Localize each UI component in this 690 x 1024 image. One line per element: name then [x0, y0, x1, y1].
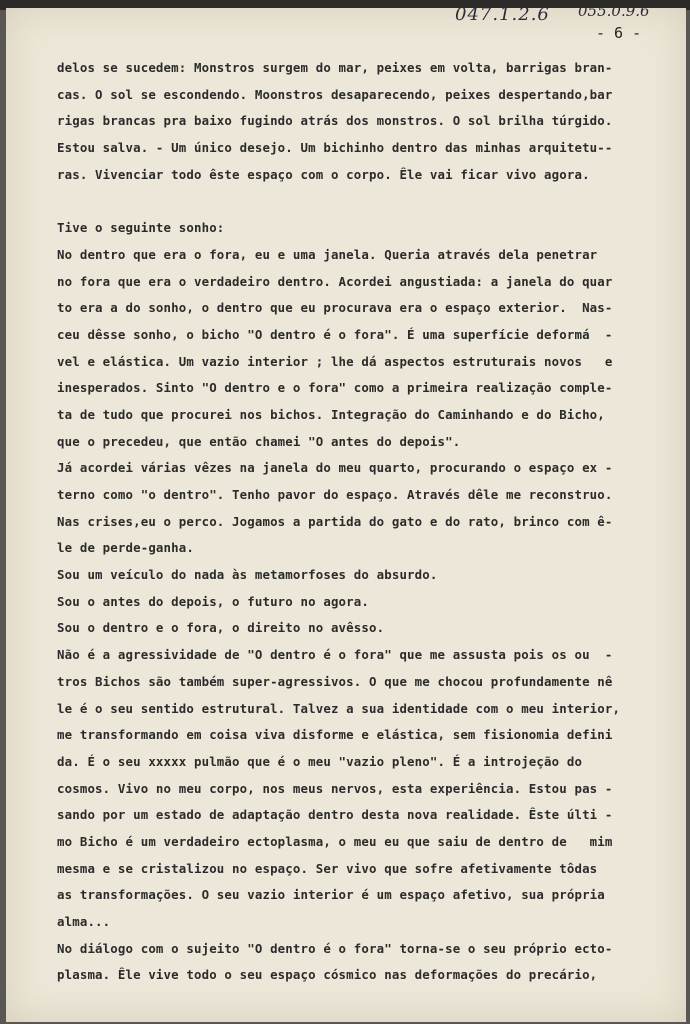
text-line: ceu dêsse sonho, o bicho "O dentro é o fora". É uma superfície deformá - — [57, 326, 613, 342]
text-line: Sou o antes do depois, o futuro no agora. — [57, 593, 370, 609]
text-line: le é o seu sentido estrutural. Talvez a sua identidade com o meu interior, — [57, 700, 621, 716]
archive-reference-left: 047.1.2.6 — [455, 4, 550, 25]
text-line: ras. Vivenciar todo êste espaço com o corpo. Êle vai ficar vivo agora. — [57, 166, 590, 182]
text-line: no fora que era o verdadeiro dentro. Acordei angustiada: a janela do quar — [57, 273, 613, 289]
text-line — [57, 188, 657, 215]
text-line: inesperados. Sinto "O dentro e o fora" como a primeira realização comple- — [57, 380, 613, 396]
text-line: as transformações. O seu vazio interior é um espaço afetivo, sua própria — [57, 887, 605, 903]
text-line: cosmos. Vivo no meu corpo, nos meus nervos, esta experiência. Estou pas - — [57, 780, 613, 796]
archive-reference-right: 055.0.9.6 — [578, 2, 650, 20]
text-line: to era a do sonho, o dentro que eu procurava era o espaço exterior. Nas- — [57, 300, 613, 316]
text-line: vel e elástica. Um vazio interior ; lhe dá aspectos estruturais novos e — [57, 353, 613, 369]
text-line: delos se sucedem: Monstros surgem do mar, peixes em volta, barrigas bran- — [57, 60, 613, 75]
text-line: me transformando em coisa viva disforme e elástica, sem fisionomia defini — [57, 727, 613, 743]
text-line: sando por um estado de adaptação dentro desta nova realidade. Êste últi - — [57, 807, 613, 823]
text-line: Não é a agressividade de "O dentro é o fora" que me assusta pois os ou - — [57, 647, 613, 663]
text-line: terno como "o dentro". Tenho pavor do espaço. Através dêle me reconstruo. — [57, 487, 613, 502]
text-line: rigas brancas pra baixo fugindo atrás dos monstros. O sol brilha túrgido. — [57, 113, 613, 129]
text-line: mesma e se cristalizou no espaço. Ser vivo que sofre afetivamente tôdas — [57, 860, 598, 876]
text-line: Tive o seguinte sonho: — [57, 220, 225, 236]
page-number: - 6 - — [596, 24, 642, 42]
text-line: alma... — [57, 914, 111, 929]
text-line: Nas crises,eu o perco. Jogamos a partida do gato e do rato, brinco com ê- — [57, 513, 613, 529]
text-line: da. É o seu xxxxx pulmão que é o meu "vazio pleno". É a introjeção do — [57, 753, 583, 769]
text-line: Sou o dentro e o fora, o direito no avêsso. — [57, 620, 385, 636]
text-line: Já acordei várias vêzes na janela do meu quarto, procurando o espaço ex - — [57, 460, 613, 476]
text-line: le de perde-ganha. — [57, 540, 194, 556]
text-line: cas. O sol se escondendo. Moonstros desaparecendo, peixes despertando,bar — [57, 86, 613, 102]
body-text — [57, 55, 657, 989]
text-line: tros Bichos são também super-agressivos. O que me chocou profundamente nê — [57, 673, 613, 689]
text-line: ta de tudo que procurei nos bichos. Integração do Caminhando e do Bicho, — [57, 406, 605, 422]
text-line: No dentro que era o fora, eu e uma janela. Queria através dela penetrar — [57, 246, 598, 262]
text-line: mo Bicho é um verdadeiro ectoplasma, o meu eu que saiu de dentro de mim — [57, 833, 613, 849]
text-line: plasma. Êle vive todo o seu espaço cósmico nas deformações do precário, — [57, 967, 598, 983]
text-line: que o precedeu, que então chamei "O antes do depois". — [57, 433, 461, 449]
text-line: Sou um veículo do nada às metamorfoses do absurdo. — [57, 567, 438, 583]
text-line: Estou salva. - Um único desejo. Um bichinho dentro das minhas arquitetu-- — [57, 140, 613, 156]
text-line: No diálogo com o sujeito "O dentro é o fora" torna-se o seu próprio ecto- — [57, 940, 613, 956]
